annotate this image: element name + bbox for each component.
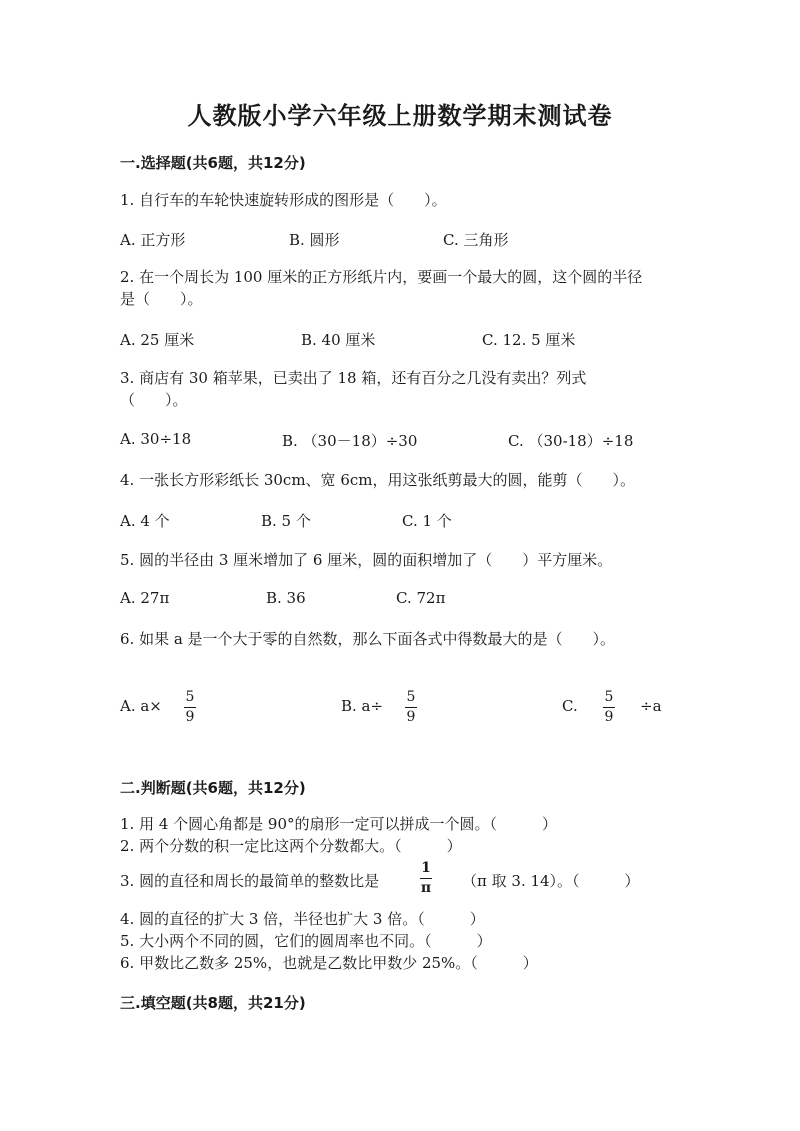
question-2-stem-line1: 2. 在一个周长为 100 厘米的正方形纸片内，要画一个最大的圆，这个圆的半径 [120, 268, 643, 286]
question-2-option-c: C. 12. 5 厘米 [482, 331, 576, 349]
question-2-option-b: B. 40 厘米 [301, 331, 376, 349]
judge-3-fraction [420, 860, 432, 896]
fraction-numerator: 1 [421, 860, 431, 876]
judge-3-after: （π 取 3. 14）。（ ） [462, 872, 640, 890]
question-2-stem-line2: 是（ ）。 [120, 290, 203, 308]
fraction-bar [184, 707, 196, 708]
question-5-stem: 5. 圆的半径由 3 厘米增加了 6 厘米，圆的面积增加了（ ）平方厘米。 [120, 551, 613, 569]
question-3-stem-line2: （ ）。 [120, 391, 188, 409]
page-title: 人教版小学六年级上册数学期末测试卷 [187, 102, 613, 130]
question-6-option-a: A. a× [120, 697, 162, 715]
judge-4: 4. 圆的直径的扩大 3 倍，半径也扩大 3 倍。（ ） [120, 910, 485, 928]
question-6-option-c-fraction [603, 689, 615, 725]
fraction-bar [405, 707, 417, 708]
fraction-numerator: 5 [604, 689, 614, 705]
question-6-stem: 6. 如果 a 是一个大于零的自然数，那么下面各式中得数最大的是（ ）。 [120, 630, 616, 648]
question-1-option-a: A. 正方形 [120, 231, 186, 249]
question-4-option-b: B. 5 个 [261, 512, 311, 530]
question-6-option-b-fraction [405, 689, 417, 725]
question-3-option-b: B. （30－18）÷30 [282, 432, 418, 450]
question-6-option-c-suffix: ÷a [640, 697, 662, 715]
question-1-option-c: C. 三角形 [443, 231, 509, 249]
question-3-option-c: C. （30-18）÷18 [508, 432, 634, 450]
fraction-numerator: 5 [185, 689, 195, 705]
section-heading-fill: 三.填空题(共8题，共21分) [120, 994, 306, 1012]
question-6-option-c: C. [562, 697, 578, 715]
question-3-stem-line1: 3. 商店有 30 箱苹果，已卖出了 18 箱，还有百分之几没有卖出？列式 [120, 369, 587, 387]
section-heading-judge: 二.判断题(共6题，共12分) [120, 779, 306, 797]
judge-2: 2. 两个分数的积一定比这两个分数都大。（ ） [120, 837, 462, 855]
question-1-option-b: B. 圆形 [289, 231, 340, 249]
question-4-option-a: A. 4 个 [120, 512, 170, 530]
fraction-bar [603, 707, 615, 708]
question-6-option-b: B. a÷ [341, 697, 384, 715]
question-3-option-a: A. 30÷18 [120, 430, 192, 448]
question-1-stem: 1. 自行车的车轮快速旋转形成的图形是（ ）。 [120, 191, 447, 209]
fraction-denominator: π [420, 880, 432, 896]
judge-3-before: 3. 圆的直径和周长的最简单的整数比是 [120, 872, 380, 890]
fraction-bar [420, 878, 432, 879]
section-heading-choice: 一.选择题(共6题，共12分) [120, 154, 306, 172]
question-5-option-c: C. 72π [396, 589, 446, 607]
judge-5: 5. 大小两个不同的圆，它们的圆周率也不同。（ ） [120, 932, 492, 950]
question-6-option-a-fraction [184, 689, 196, 725]
question-5-option-b: B. 36 [266, 589, 306, 607]
fraction-denominator: 9 [185, 709, 195, 725]
judge-1: 1. 用 4 个圆心角都是 90°的扇形一定可以拼成一个圆。（ ） [120, 815, 558, 833]
question-4-option-c: C. 1 个 [402, 512, 452, 530]
fraction-numerator: 5 [406, 689, 416, 705]
fraction-denominator: 9 [604, 709, 614, 725]
judge-6: 6. 甲数比乙数多 25%，也就是乙数比甲数少 25%。（ ） [120, 954, 538, 972]
fraction-denominator: 9 [406, 709, 416, 725]
question-2-option-a: A. 25 厘米 [120, 331, 195, 349]
question-4-stem: 4. 一张长方形彩纸长 30cm、宽 6cm，用这张纸剪最大的圆，能剪（ ）。 [120, 471, 635, 489]
question-5-option-a: A. 27π [120, 589, 170, 607]
